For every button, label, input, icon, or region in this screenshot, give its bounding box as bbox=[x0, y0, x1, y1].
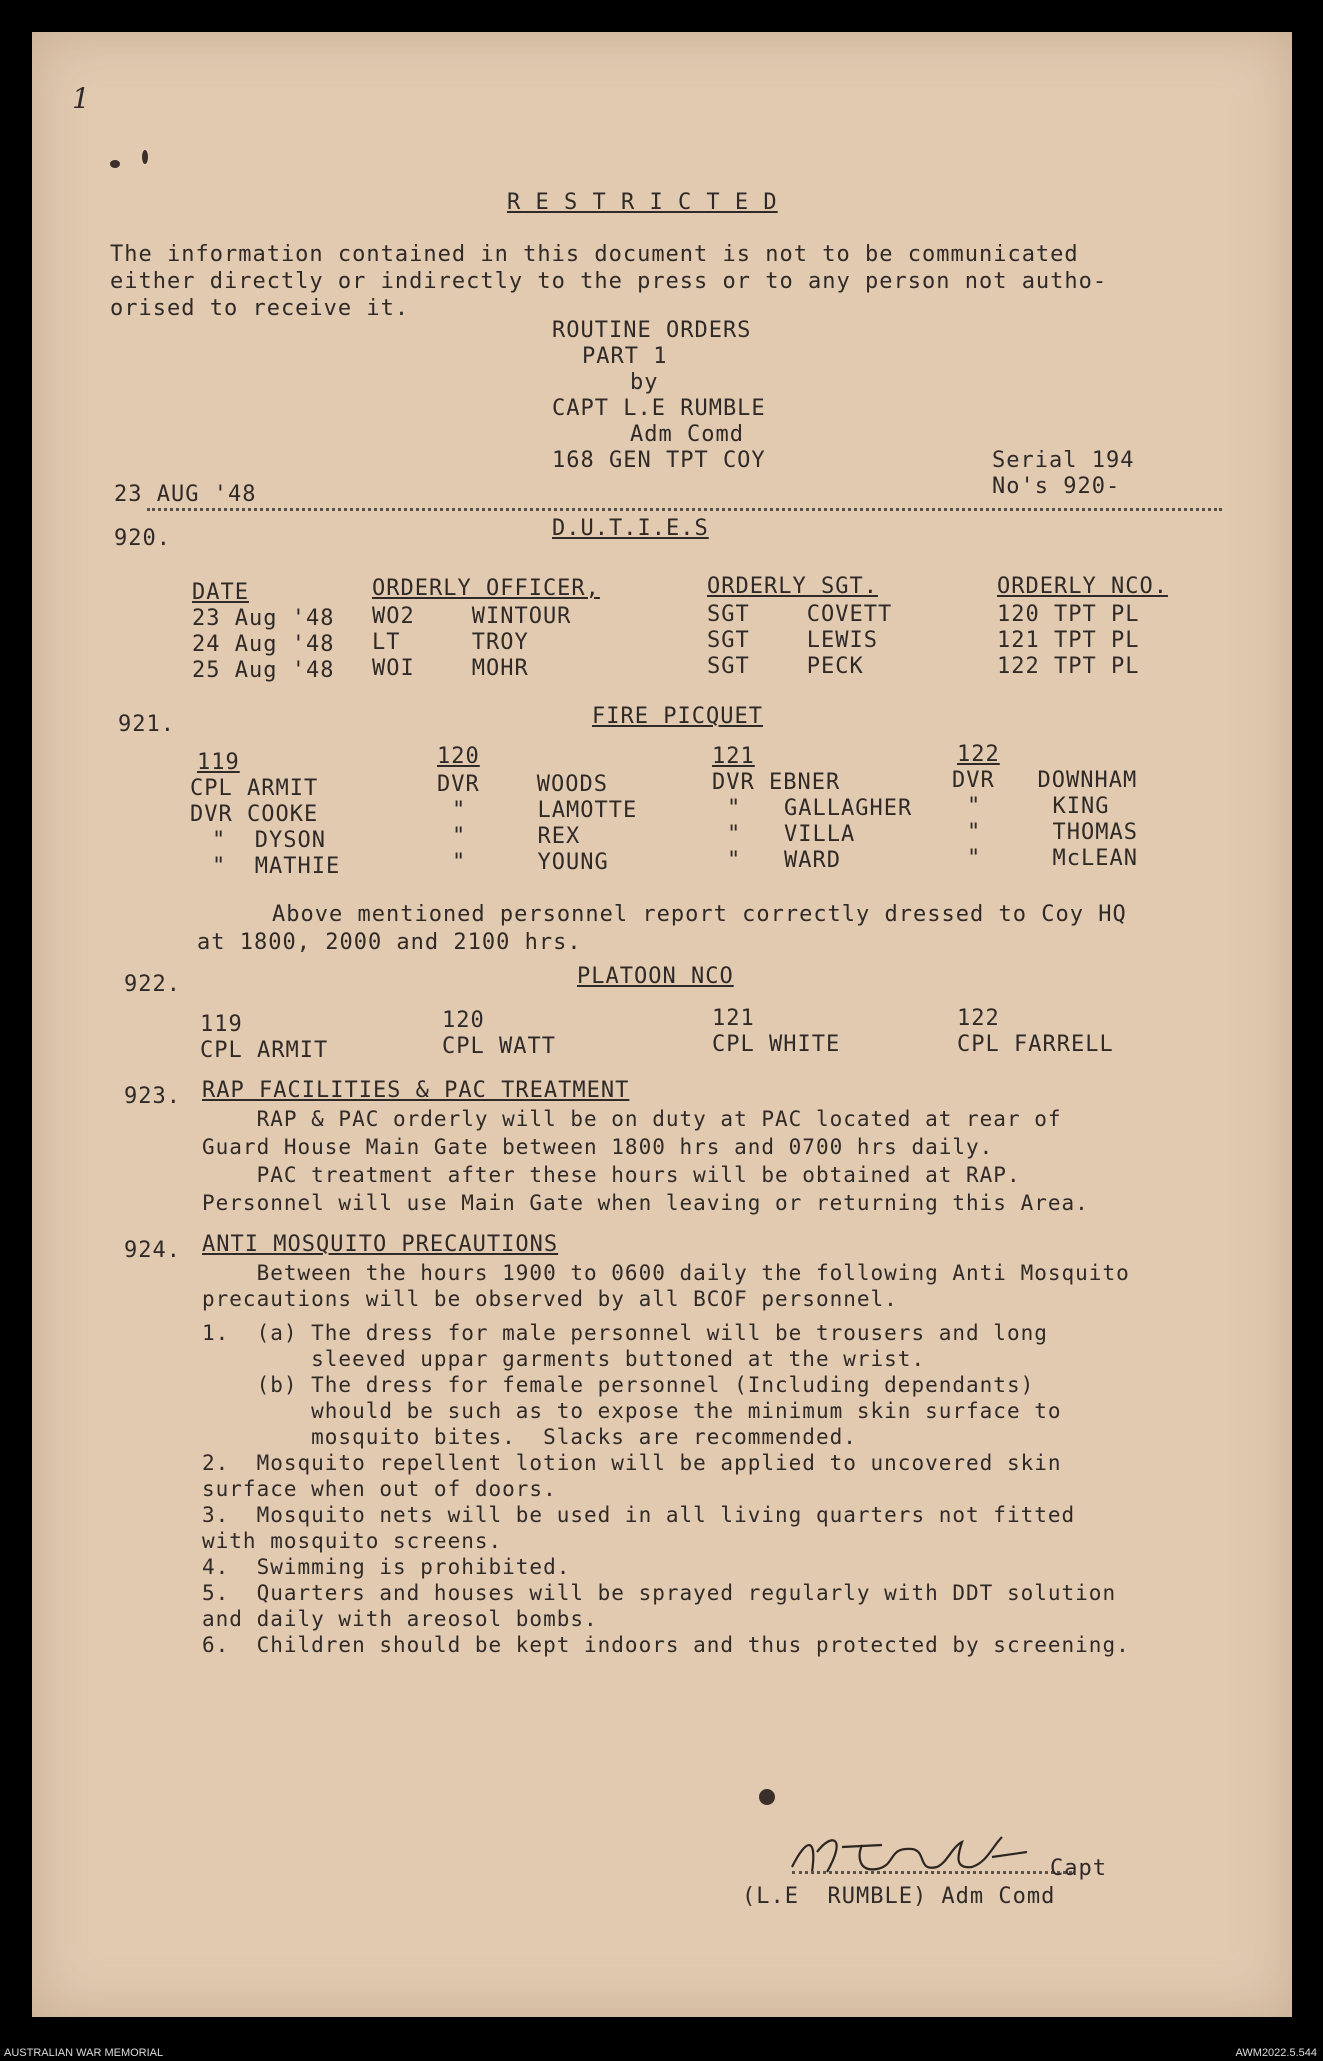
duties-header-date: DATE bbox=[192, 580, 249, 605]
mosquito-line-12: 4. Swimming is prohibited. bbox=[202, 1555, 571, 1579]
duties-row-3-sgt: SGT PECK bbox=[707, 654, 864, 679]
ink-blot bbox=[759, 1789, 775, 1805]
picquet-119-line-1: CPL ARMIT bbox=[190, 776, 319, 801]
duties-number: 920. bbox=[114, 526, 171, 551]
duties-row-3-date: 25 Aug '48 bbox=[192, 658, 335, 683]
mosquito-line-15: 6. Children should be kept indoors and thus protected by screening. bbox=[202, 1633, 1130, 1657]
orders-role: Adm Comd bbox=[630, 422, 744, 447]
mosquito-line-14: and daily with areosol bombs. bbox=[202, 1607, 598, 1631]
picquet-platoon-119: 119 bbox=[197, 750, 240, 775]
rap-line-2: Guard House Main Gate between 1800 hrs and 0700 hrs daily. bbox=[202, 1135, 994, 1159]
duties-header-sgt: ORDERLY SGT. bbox=[707, 574, 878, 599]
nco-platoon-121: 121 bbox=[712, 1006, 755, 1031]
picquet-119-line-2: DVR COOKE bbox=[190, 802, 319, 827]
picquet-120-line-3: " REX bbox=[452, 824, 581, 849]
picquet-122-line-4: " McLEAN bbox=[967, 846, 1138, 871]
notice-line-1: The information contained in this document is not to be communicated bbox=[110, 242, 1079, 267]
footer-accession-number: AWM2022.5.544 bbox=[1235, 2047, 1317, 2059]
duties-row-2-sgt: SGT LEWIS bbox=[707, 628, 878, 653]
duties-row-2-officer: LT TROY bbox=[372, 630, 529, 655]
picquet-number: 921. bbox=[118, 712, 175, 737]
page-number: 1 bbox=[72, 82, 90, 115]
mosquito-line-9: surface when out of doors. bbox=[202, 1477, 557, 1501]
mosquito-line-1: Between the hours 1900 to 0600 daily the following Anti Mosquito bbox=[202, 1261, 1130, 1285]
nco-platoon-122: 122 bbox=[957, 1006, 1000, 1031]
orders-unit: 168 GEN TPT COY bbox=[552, 448, 766, 473]
mosquito-line-10: 3. Mosquito nets will be used in all living quarters not fitted bbox=[202, 1503, 1076, 1527]
mosquito-number: 924. bbox=[124, 1238, 181, 1263]
duties-title: D.U.T.I.E.S bbox=[552, 516, 709, 541]
dotted-divider bbox=[147, 508, 1222, 511]
duties-row-2-nco: 121 TPT PL bbox=[997, 628, 1140, 653]
document-page bbox=[32, 32, 1292, 2017]
duties-header-nco: ORDERLY NCO. bbox=[997, 574, 1168, 599]
picquet-121-line-3: " VILLA bbox=[727, 822, 856, 847]
ink-mark bbox=[142, 150, 148, 164]
nco-name-119: CPL ARMIT bbox=[200, 1038, 329, 1063]
duties-row-3-nco: 122 TPT PL bbox=[997, 654, 1140, 679]
ink-mark bbox=[110, 160, 120, 168]
nco-name-120: CPL WATT bbox=[442, 1034, 556, 1059]
duties-row-3-officer: WOI MOHR bbox=[372, 656, 529, 681]
mosquito-line-5: (b) The dress for female personnel (Including dependants) bbox=[202, 1373, 1035, 1397]
mosquito-line-8: 2. Mosquito repellent lotion will be applied to uncovered skin bbox=[202, 1451, 1062, 1475]
notice-line-2: either directly or indirectly to the press or to any person not autho- bbox=[110, 269, 1108, 294]
duties-row-1-date: 23 Aug '48 bbox=[192, 606, 335, 631]
picquet-platoon-122: 122 bbox=[957, 742, 1000, 767]
nco-platoon-119: 119 bbox=[200, 1012, 243, 1037]
notice-line-3: orised to receive it. bbox=[110, 296, 410, 321]
signature-name: (L.E RUMBLE) Adm Comd bbox=[742, 1884, 1056, 1909]
picquet-120-line-4: " YOUNG bbox=[452, 850, 609, 875]
picquet-122-line-3: " THOMAS bbox=[967, 820, 1138, 845]
nco-name-121: CPL WHITE bbox=[712, 1032, 841, 1057]
mosquito-title: ANTI MOSQUITO PRECAUTIONS bbox=[202, 1232, 559, 1257]
orders-title: ROUTINE ORDERS bbox=[552, 318, 752, 343]
orders-part: PART 1 bbox=[582, 344, 668, 369]
nco-platoon-120: 120 bbox=[442, 1008, 485, 1033]
signature-dotted-line bbox=[792, 1871, 1072, 1874]
picquet-119-line-3: " DYSON bbox=[212, 828, 326, 853]
platoon-nco-number: 922. bbox=[124, 972, 181, 997]
picquet-120-line-1: DVR WOODS bbox=[437, 772, 608, 797]
mosquito-line-3: 1. (a) The dress for male personnel will be trousers and long bbox=[202, 1321, 1048, 1345]
orders-officer: CAPT L.E RUMBLE bbox=[552, 396, 766, 421]
handwritten-signature bbox=[787, 1827, 1077, 1887]
picquet-119-line-4: " MATHIE bbox=[212, 854, 341, 879]
picquet-platoon-121: 121 bbox=[712, 744, 755, 769]
duties-row-1-nco: 120 TPT PL bbox=[997, 602, 1140, 627]
rap-line-3: PAC treatment after these hours will be obtained at RAP. bbox=[202, 1163, 1021, 1187]
serial-number: Serial 194 bbox=[992, 448, 1135, 473]
duties-header-officer: ORDERLY OFFICER, bbox=[372, 576, 600, 601]
orders-by: by bbox=[630, 370, 659, 395]
picquet-122-line-1: DVR DOWNHAM bbox=[952, 768, 1138, 793]
picquet-120-line-2: " LAMOTTE bbox=[452, 798, 638, 823]
mosquito-line-7: mosquito bites. Slacks are recommended. bbox=[202, 1425, 857, 1449]
duties-row-1-officer: WO2 WINTOUR bbox=[372, 604, 572, 629]
picquet-title: FIRE PICQUET bbox=[592, 704, 763, 729]
duties-row-2-date: 24 Aug '48 bbox=[192, 632, 335, 657]
classification-heading: R E S T R I C T E D bbox=[507, 190, 778, 215]
mosquito-line-4: sleeved uppar garments buttoned at the wrist. bbox=[202, 1347, 926, 1371]
nco-name-122: CPL FARRELL bbox=[957, 1032, 1114, 1057]
duties-row-1-sgt: SGT COVETT bbox=[707, 602, 893, 627]
picquet-121-line-1: DVR EBNER bbox=[712, 770, 841, 795]
picquet-122-line-2: " KING bbox=[967, 794, 1110, 819]
footer-archive-name: AUSTRALIAN WAR MEMORIAL bbox=[4, 2047, 164, 2059]
rap-number: 923. bbox=[124, 1084, 181, 1109]
picquet-121-line-4: " WARD bbox=[727, 848, 841, 873]
rap-line-1: RAP & PAC orderly will be on duty at PAC located at rear of bbox=[202, 1107, 1062, 1131]
order-numbers: No's 920- bbox=[992, 474, 1121, 499]
rap-line-4: Personnel will use Main Gate when leaving or returning this Area. bbox=[202, 1191, 1089, 1215]
mosquito-line-6: whould be such as to expose the minimum skin surface to bbox=[202, 1399, 1062, 1423]
picquet-note-line-1: Above mentioned personnel report correctly dressed to Coy HQ bbox=[272, 902, 1127, 927]
signature-rank: Capt bbox=[1050, 1856, 1107, 1881]
mosquito-line-2: precautions will be observed by all BCOF personnel. bbox=[202, 1287, 898, 1311]
order-date: 23 AUG '48 bbox=[114, 482, 257, 507]
picquet-note-line-2: at 1800, 2000 and 2100 hrs. bbox=[197, 930, 582, 955]
picquet-platoon-120: 120 bbox=[437, 744, 480, 769]
mosquito-line-13: 5. Quarters and houses will be sprayed regularly with DDT solution bbox=[202, 1581, 1117, 1605]
mosquito-line-11: with mosquito screens. bbox=[202, 1529, 503, 1553]
picquet-121-line-2: " GALLAGHER bbox=[727, 796, 913, 821]
rap-title: RAP FACILITIES & PAC TREATMENT bbox=[202, 1078, 630, 1103]
platoon-nco-title: PLATOON NCO bbox=[577, 964, 734, 989]
